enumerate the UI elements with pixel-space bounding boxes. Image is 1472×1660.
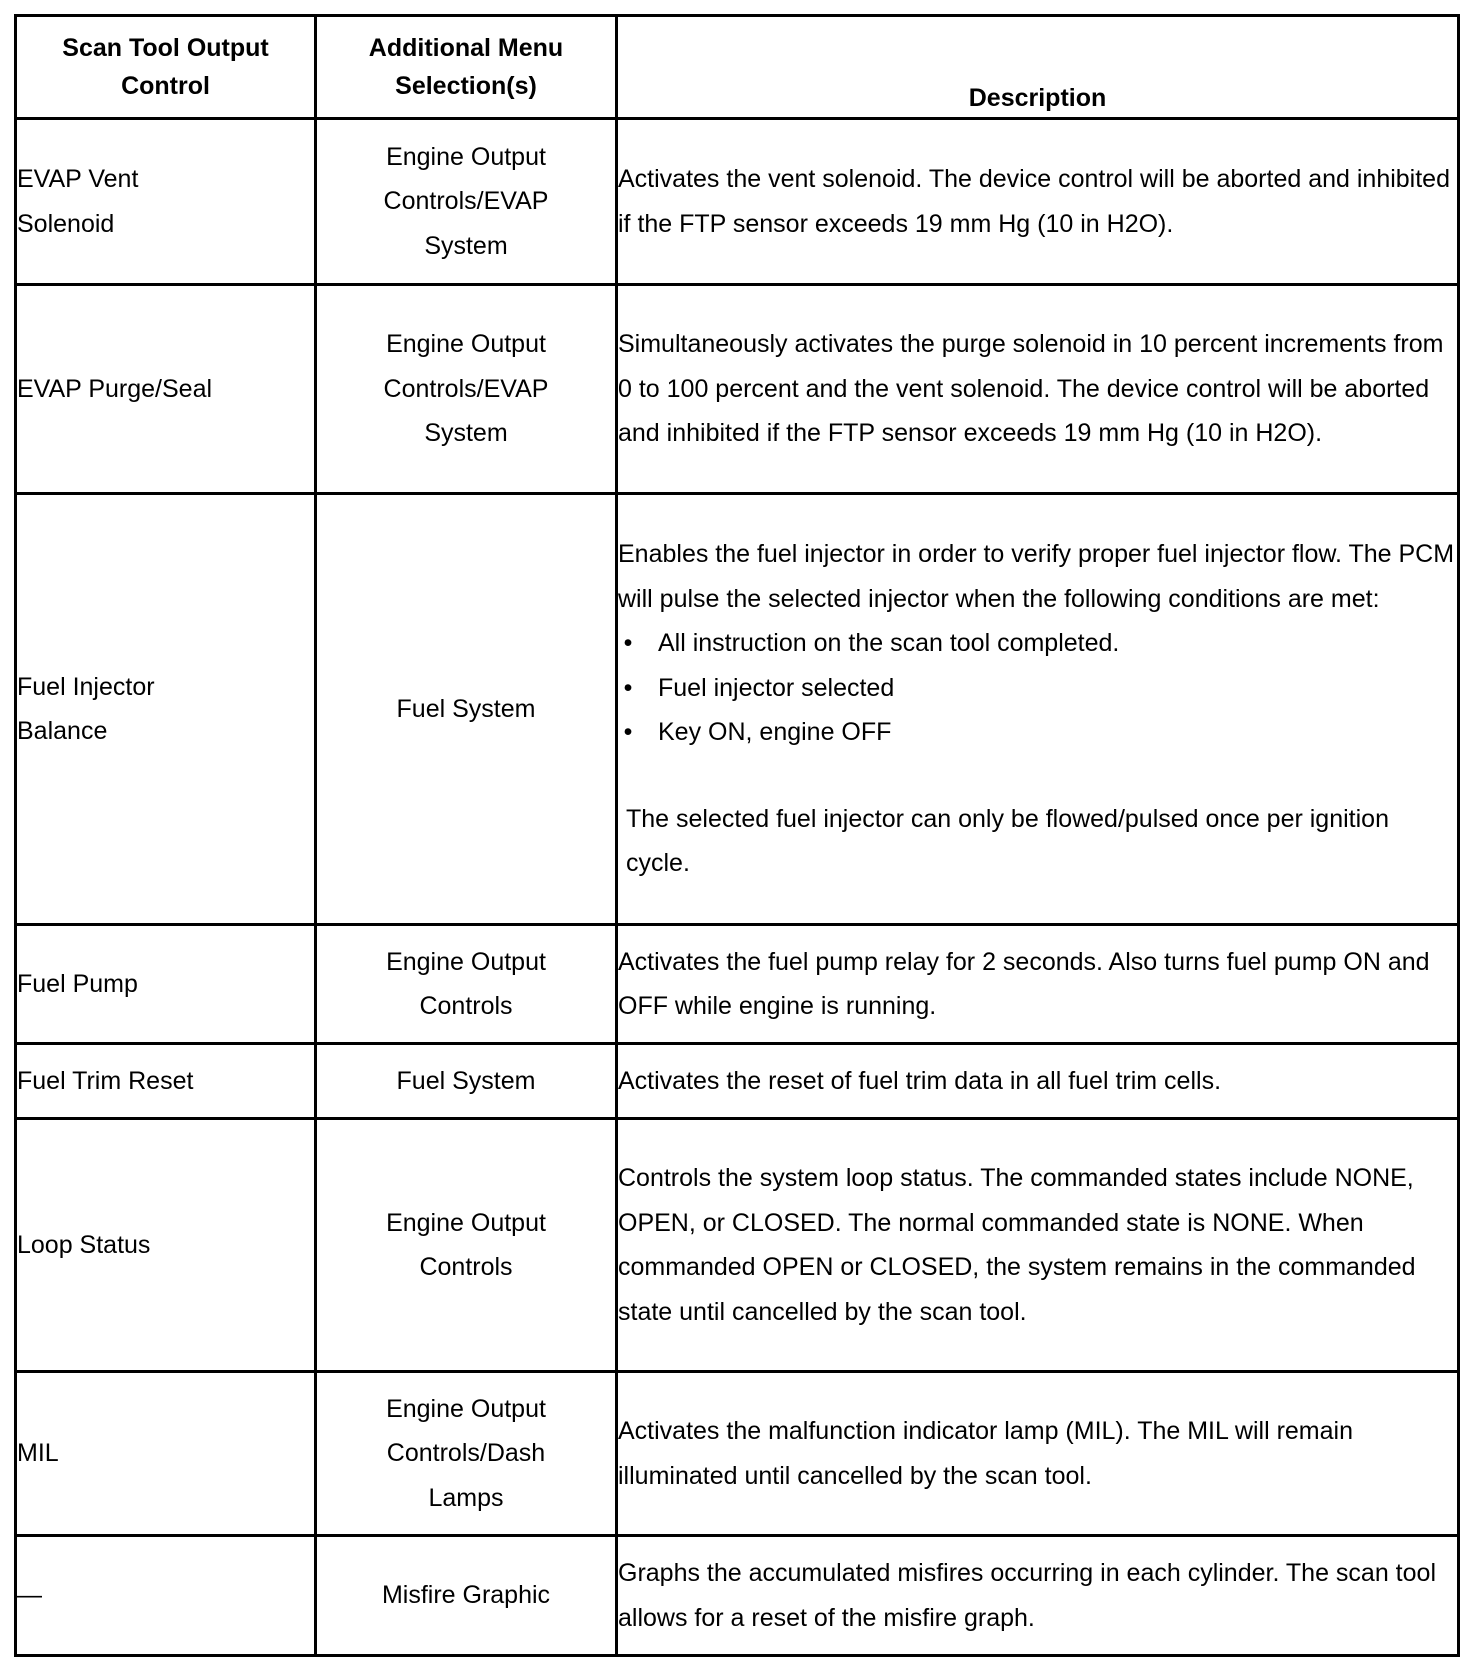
control-cell [16, 285, 316, 494]
table-row [16, 119, 1459, 285]
list-item-text: All instruction on the scan tool completed. [658, 629, 1120, 658]
description-text: Simultaneously activates the purge solenoid in 10 percent increments from 0 to 100 percent and the vent solenoid. The device control will be aborted and inhibited if the FTP sensor exceeds 19 mm Hg (10 in H2O). [618, 330, 1444, 448]
control-line: Fuel Injector [17, 672, 155, 701]
menu-line: Controls/EVAP [383, 187, 549, 216]
header-line: Control [121, 72, 210, 100]
menu-cell [316, 1119, 617, 1372]
table-row [16, 285, 1459, 494]
control-line: — [17, 1581, 42, 1610]
table-row [16, 1372, 1459, 1536]
menu-line: Fuel System [396, 1066, 536, 1095]
control-line: EVAP Purge/Seal [17, 374, 213, 403]
bullet-icon: • [623, 629, 633, 658]
list-item [618, 666, 1457, 711]
description-text: Graphs the accumulated misfires occurring in each cylinder. The scan tool allows for a reset of the misfire graph. [618, 1559, 1436, 1632]
control-cell [16, 1044, 316, 1119]
control-cell [16, 494, 316, 925]
description-cell [617, 1044, 1459, 1119]
description-cell [617, 285, 1459, 494]
header-row [16, 16, 1459, 119]
header-line: Selection(s) [395, 72, 537, 100]
header-line: Additional Menu [368, 34, 564, 62]
menu-line: Misfire Graphic [381, 1581, 551, 1610]
header-line: Description [968, 84, 1107, 112]
menu-line: Engine Output [386, 142, 546, 171]
menu-cell [316, 285, 617, 494]
menu-cell [316, 1372, 617, 1536]
output-controls-table [14, 14, 1460, 1657]
note-text: The selected fuel injector can only be flowed/pulsed once per ignition cycle. [626, 804, 1389, 878]
description-text: Activates the vent solenoid. The device control will be aborted and inhibited if the FTP sensor exceeds 19 mm Hg (10 in H2O). [618, 165, 1450, 238]
menu-line: Controls/EVAP [383, 374, 549, 403]
list-item-text: Key ON, engine OFF [658, 718, 892, 747]
menu-line: System [424, 419, 508, 448]
control-line: Fuel Trim Reset [17, 1066, 194, 1095]
spacer [618, 755, 1457, 797]
control-line: Solenoid [17, 209, 115, 238]
control-cell [16, 925, 316, 1044]
description-cell [617, 1536, 1459, 1656]
description-text: Activates the reset of fuel trim data in all fuel trim cells. [618, 1066, 1222, 1095]
table-row [16, 1536, 1459, 1656]
control-line: Fuel Pump [17, 969, 138, 998]
table-row [16, 1044, 1459, 1119]
menu-cell [316, 1044, 617, 1119]
menu-line: Lamps [428, 1483, 504, 1512]
description-text: Activates the malfunction indicator lamp (MIL). The MIL will remain illuminated until cancelled by the scan tool. [618, 1417, 1353, 1490]
menu-line: Engine Output [386, 330, 546, 359]
description-text: Controls the system loop status. The commanded states include NONE, OPEN, or CLOSED. The normal commanded state is NONE. When commanded OPEN or CLOSED, the system remains in the commanded state until cancelled by the scan tool. [618, 1164, 1416, 1326]
header-description [617, 16, 1459, 119]
menu-line: Controls [419, 1253, 513, 1281]
menu-line: Engine Output [386, 947, 546, 976]
bullet-icon: • [623, 673, 633, 702]
menu-cell [316, 119, 617, 285]
table-row [16, 925, 1459, 1044]
menu-line: Engine Output [386, 1394, 546, 1423]
description-cell [617, 119, 1459, 285]
control-cell [16, 1119, 316, 1372]
list-item [618, 621, 1457, 666]
control-cell [16, 119, 316, 285]
control-line: Balance [17, 717, 108, 745]
control-line: MIL [17, 1439, 59, 1468]
menu-line: System [424, 231, 508, 260]
header-line: Scan Tool Output [62, 34, 269, 62]
header-scan-tool-output-control [16, 16, 316, 119]
description-cell [617, 1372, 1459, 1536]
description-text: Activates the fuel pump relay for 2 seconds. Also turns fuel pump ON and OFF while engine is running. [618, 947, 1430, 1020]
menu-line: Controls/Dash [386, 1439, 546, 1468]
bullet-icon: • [623, 718, 633, 747]
control-line: EVAP Vent [17, 165, 139, 193]
menu-cell [316, 1536, 617, 1656]
menu-line: Engine Output [386, 1208, 546, 1237]
description-cell [617, 1119, 1459, 1372]
control-cell [16, 1536, 316, 1656]
header-additional-menu-selections [316, 16, 617, 119]
list-item [618, 710, 1457, 755]
menu-line: Fuel System [396, 694, 536, 723]
menu-line: Controls [419, 992, 513, 1020]
menu-cell [316, 925, 617, 1044]
conditions-list [618, 621, 1457, 755]
description-cell [617, 494, 1459, 925]
description-cell [617, 925, 1459, 1044]
description-text: Enables the fuel injector in order to verify proper fuel injector flow. The PCM will pulse the selected injector when the following conditions are met: [618, 540, 1455, 613]
menu-cell [316, 494, 617, 925]
control-cell [16, 1372, 316, 1536]
table-row [16, 494, 1459, 925]
control-line: Loop Status [17, 1230, 151, 1259]
table-row [16, 1119, 1459, 1372]
list-item-text: Fuel injector selected [658, 673, 895, 702]
